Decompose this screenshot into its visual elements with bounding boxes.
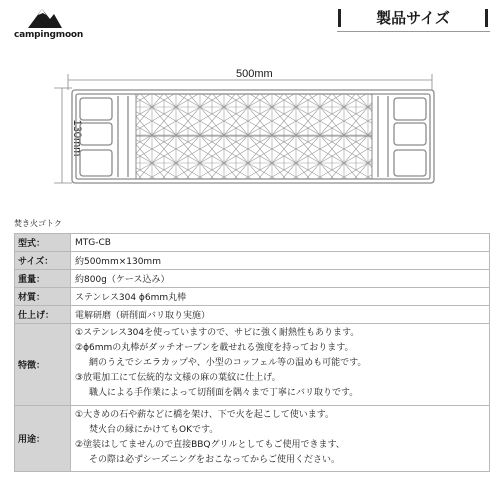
features-value xyxy=(71,324,490,406)
table-row xyxy=(15,252,490,270)
spec-key: 重量： xyxy=(15,270,71,288)
table-row xyxy=(15,234,490,252)
spec-value: 約800g（ケース込み） xyxy=(71,270,490,288)
usage-line: ①大きめの石や薪などに橋を架け、下で火を起こして使います。 xyxy=(75,410,334,420)
table-row xyxy=(15,306,490,324)
spec-key: 仕上げ： xyxy=(15,306,71,324)
usage-line: その際は必ずシーズニングをおこなってからご使用ください。 xyxy=(89,455,341,465)
product-drawing xyxy=(0,0,500,220)
height-dimension-line xyxy=(54,88,72,183)
usage-line: ②塗装はしてませんので直接BBQグリルとしてもご使用できます、 xyxy=(75,440,345,450)
usage-key: 用途： xyxy=(15,406,71,472)
feature-line: 職人による手作業によって切削面を隅々まで丁寧にバリ取りです。 xyxy=(89,388,359,398)
spec-value: 約500mm×130mm xyxy=(71,252,490,270)
spec-key: サイズ： xyxy=(15,252,71,270)
brand-name: campingmoon xyxy=(14,30,84,40)
spec-value: ステンレス304 ϕ6mm丸棒 xyxy=(71,288,490,306)
width-dimension-line xyxy=(68,74,432,90)
spec-key: 材質： xyxy=(15,288,71,306)
feature-line: ②ϕ6mmの丸棒がダッチオーブンを載せれる強度を持っております。 xyxy=(75,343,354,353)
spec-table xyxy=(14,233,490,472)
usage-line: 焚火台の縁にかけてもOKです。 xyxy=(89,425,219,435)
product-subtitle: 焚き火ゴトク xyxy=(14,219,62,228)
spec-value: 電解研磨（研削面バリ取り実施） xyxy=(71,306,490,324)
spec-value: MTG-CB xyxy=(71,234,490,252)
features-key: 特徴： xyxy=(15,324,71,406)
feature-line: ③放電加工にて伝統的な文様の麻の葉紋に仕上げ。 xyxy=(75,373,281,383)
spec-key: 型式： xyxy=(15,234,71,252)
usage-value xyxy=(71,406,490,472)
table-row xyxy=(15,406,490,472)
table-row xyxy=(15,288,490,306)
height-dimension-label: 130mm xyxy=(71,119,83,157)
feature-line: 網のうえでシエラカップや、小型のコッフェル等の温めも可能です。 xyxy=(89,358,367,368)
width-dimension-label: 500mm xyxy=(236,68,273,80)
table-row xyxy=(15,270,490,288)
feature-line: ①ステンレス304を使っていますので、サビに強く耐熱性もあります。 xyxy=(75,328,360,338)
table-row xyxy=(15,324,490,406)
page-title: 製品サイズ xyxy=(376,9,450,27)
